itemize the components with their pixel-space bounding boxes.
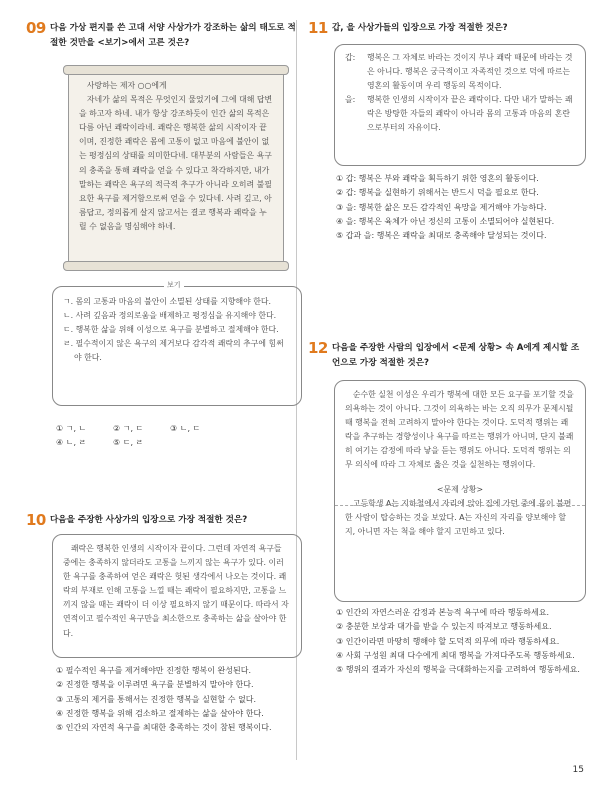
divider-line [335,505,585,506]
option-2[interactable]: ② 충분한 보상과 대가를 받을 수 있는지 따져보고 행동하세요. [336,622,552,632]
q10-options [56,664,302,735]
q10-passage-box [52,534,302,658]
question-09 [26,20,302,51]
question-text: 갑, 을 사상가들의 입장으로 가장 적절한 것은? [332,23,508,33]
speaker-gap [345,51,575,93]
bogi-label: 보기 [164,280,184,290]
question-text: 다음을 주장한 사상가의 입장으로 가장 적절한 것은? [50,515,248,525]
option-4[interactable]: ④ ㄴ, ㄹ [56,438,87,448]
question-text: 다음 가상 편지를 쓴 고대 서양 사상가가 강조하는 삶의 태도로 적절한 것만을 <보기>에서 고른 것은? [50,23,296,48]
option-5[interactable]: ⑤ 행위의 결과가 자신의 행복을 극대화하는지를 고려하여 행동하세요. [336,665,580,675]
q09-options [56,422,296,451]
option-4[interactable]: ④ 사회 구성원 최대 다수에게 최대 행복을 가져다주도록 행동하세요. [336,650,575,660]
option-2[interactable]: ② ㄱ, ㄷ [113,424,144,433]
bogi-item: ㄹ. 필수적이지 않은 욕구의 제거보다 감각적 쾌락의 추구에 힘써야 한다. [63,339,284,363]
option-4[interactable]: ④ 을: 행복은 육체가 아닌 정신의 고통이 소멸되어야 실현된다. [336,216,555,226]
q12-passage: 순수한 실천 이성은 우리가 행복에 대한 모든 요구를 포기할 것을 의욕하는 것이 아니다. 그것이 의욕하는 바는 오직 의무가 문제시될 때 행복을 전혀 고려하지 말아야 한다는 것이다. 도덕적 행위는 쾌락을 추구하는 경향성이나 욕구를 따르는 행위가 아니며, 단지 불쾌히 여기는 감정에 따라 낳을 듣는 행위도 아니다. 도덕적 행위는 의무 의식에 따라 그 자체로 옳은 것을 실천하는 행위이다. [345,390,574,470]
situation-title: <문제 상황> [436,484,484,494]
bogi-item: ㄴ. 사려 깊음과 정의로움을 배제하고 평정심을 유지해야 한다. [63,311,277,321]
q10-passage: 쾌락은 행복한 인생의 시작이자 끝이다. 그런데 자연적 욕구들 중에는 충족하지 않더라도 고통을 느끼지 않는 욕구가 있다. 이러한 욕구를 충족하여 얻은 쾌락은 헛된 생각에서 나오는 것이다. 쾌락의 부재로 인해 고통을 느낄 때는 쾌락이 필요하지만, 고통을 느끼지 않을 때는 쾌락이 더 이상 필요하지 않기 때문이다. 따라서 자연적이고 필수적인 욕구만을 최소한으로 충족하는 삶을 살아야 한다. [63,544,289,638]
situation-text: 고등학생 A는 지하철에서 자리에 앉아 집에 가던 중에 몸이 불편한 사람이 탑승하는 것을 보았다. A는 자신의 자리를 양보해야 할지, 아니면 자는 척을 해야 할지 고민하고 있다. [345,498,572,536]
option-2[interactable]: ② 갑: 행복을 실현하기 위해서는 반드시 덕을 필요로 한다. [336,188,539,198]
bogi-box [52,286,302,406]
question-10 [26,512,302,529]
speaker-text: 행복은 그 자체로 바라는 것이지 부나 쾌락 때문에 바라는 것은 아니다. 행복은 궁극적이고 자족적인 것으로 덕에 따르는 영혼의 활동이며 우리 행동의 목적이다. [367,53,573,91]
option-5[interactable]: ⑤ ㄷ, ㄹ [113,438,144,448]
question-number: 09 [26,19,46,37]
option-2[interactable]: ② 진정한 행복을 이루려면 욕구를 분별하지 말아야 한다. [56,680,254,690]
bogi-item: ㄷ. 행복한 삶을 위해 이성으로 욕구를 분별하고 절제해야 한다. [63,325,279,335]
option-1[interactable]: ① 갑: 행복은 부와 쾌락을 획득하기 위한 영혼의 활동이다. [336,174,539,183]
q12-passage-box [334,380,586,602]
option-1[interactable]: ① 필수적인 욕구를 제거해야만 진정한 행복이 완성된다. [56,666,251,675]
option-1[interactable]: ① 인간의 자연스러운 감정과 본능적 욕구에 따라 행동하세요. [336,608,549,617]
question-12 [308,340,586,371]
page-number: 15 [572,765,584,775]
question-number: 12 [308,339,328,357]
speaker-label: 갑: [345,53,356,62]
speaker-eul [345,93,575,135]
option-4[interactable]: ④ 진정한 행복을 위해 검소하고 절제하는 삶을 살아야 한다. [56,708,264,718]
option-3[interactable]: ③ ㄴ, ㄷ [170,424,201,433]
q12-options [336,606,586,677]
bogi-item: ㄱ. 몸의 고통과 마음의 불안이 소멸된 상태를 지향해야 한다. [63,297,272,306]
option-5[interactable]: ⑤ 인간의 자연적 욕구를 최대한 충족하는 것이 참된 행복이다. [56,723,272,733]
question-11 [308,20,586,37]
option-1[interactable]: ① ㄱ, ㄴ [56,424,87,433]
letter-body: 자네가 삶의 목적은 무엇인지 물었기에 그에 대해 답변을 하고자 하네. 내가 항상 강조하듯이 인간 삶의 목적은 다름 아닌 쾌락이라네. 쾌락은 행복한 삶의 시작이자 끝이며, 진정한 쾌락은 몸에 고통이 없고 마음에 불안이 없는 평정심의 상태를 의미한다네. 대부분의 사람들은 욕구의 충족을 통해 쾌락을 얻을 수 있다고 착각하지만, 내가 말하는 쾌락은 욕구의 적극적 추구가 아니라 오히려 불필요한 욕구를 제거함으로써 얻을 수 있다네. 사려 깊고, 아름답고, 정의롭게 살지 않고서는 결코 행복과 쾌락을 누릴 수 없음을 명심해야 하네. [79,95,273,231]
question-number: 10 [26,511,46,529]
q11-passage-box [334,44,586,166]
q11-options [336,172,586,243]
option-5[interactable]: ⑤ 갑과 을: 행복은 쾌락을 최대로 충족해야 달성되는 것이다. [336,231,547,241]
question-text: 다음을 주장한 사람의 입장에서 <문제 상황> 속 A에게 제시할 조언으로 가장 적절한 것은? [332,343,580,368]
option-3[interactable]: ③ 을: 행복한 삶은 모든 감각적인 욕망을 제거해야 가능하다. [336,202,547,212]
option-3[interactable]: ③ 고통의 제거를 통해서는 진정한 행복을 실현할 수 없다. [56,694,257,704]
option-3[interactable]: ③ 인간이라면 마땅히 행해야 할 도덕적 의무에 따라 행동하세요. [336,636,560,646]
question-number: 11 [308,19,328,37]
speaker-text: 행복한 인생의 시작이자 끝은 쾌락이다. 다만 내가 말하는 쾌락은 방탕한 자들의 쾌락이 아니라 몸의 고통과 마음의 혼란으로부터의 자유이다. [367,95,573,133]
speaker-label: 을: [345,95,356,105]
letter-scroll [68,70,284,266]
letter-greeting: 사랑하는 제자 ○○에게 [86,81,167,90]
